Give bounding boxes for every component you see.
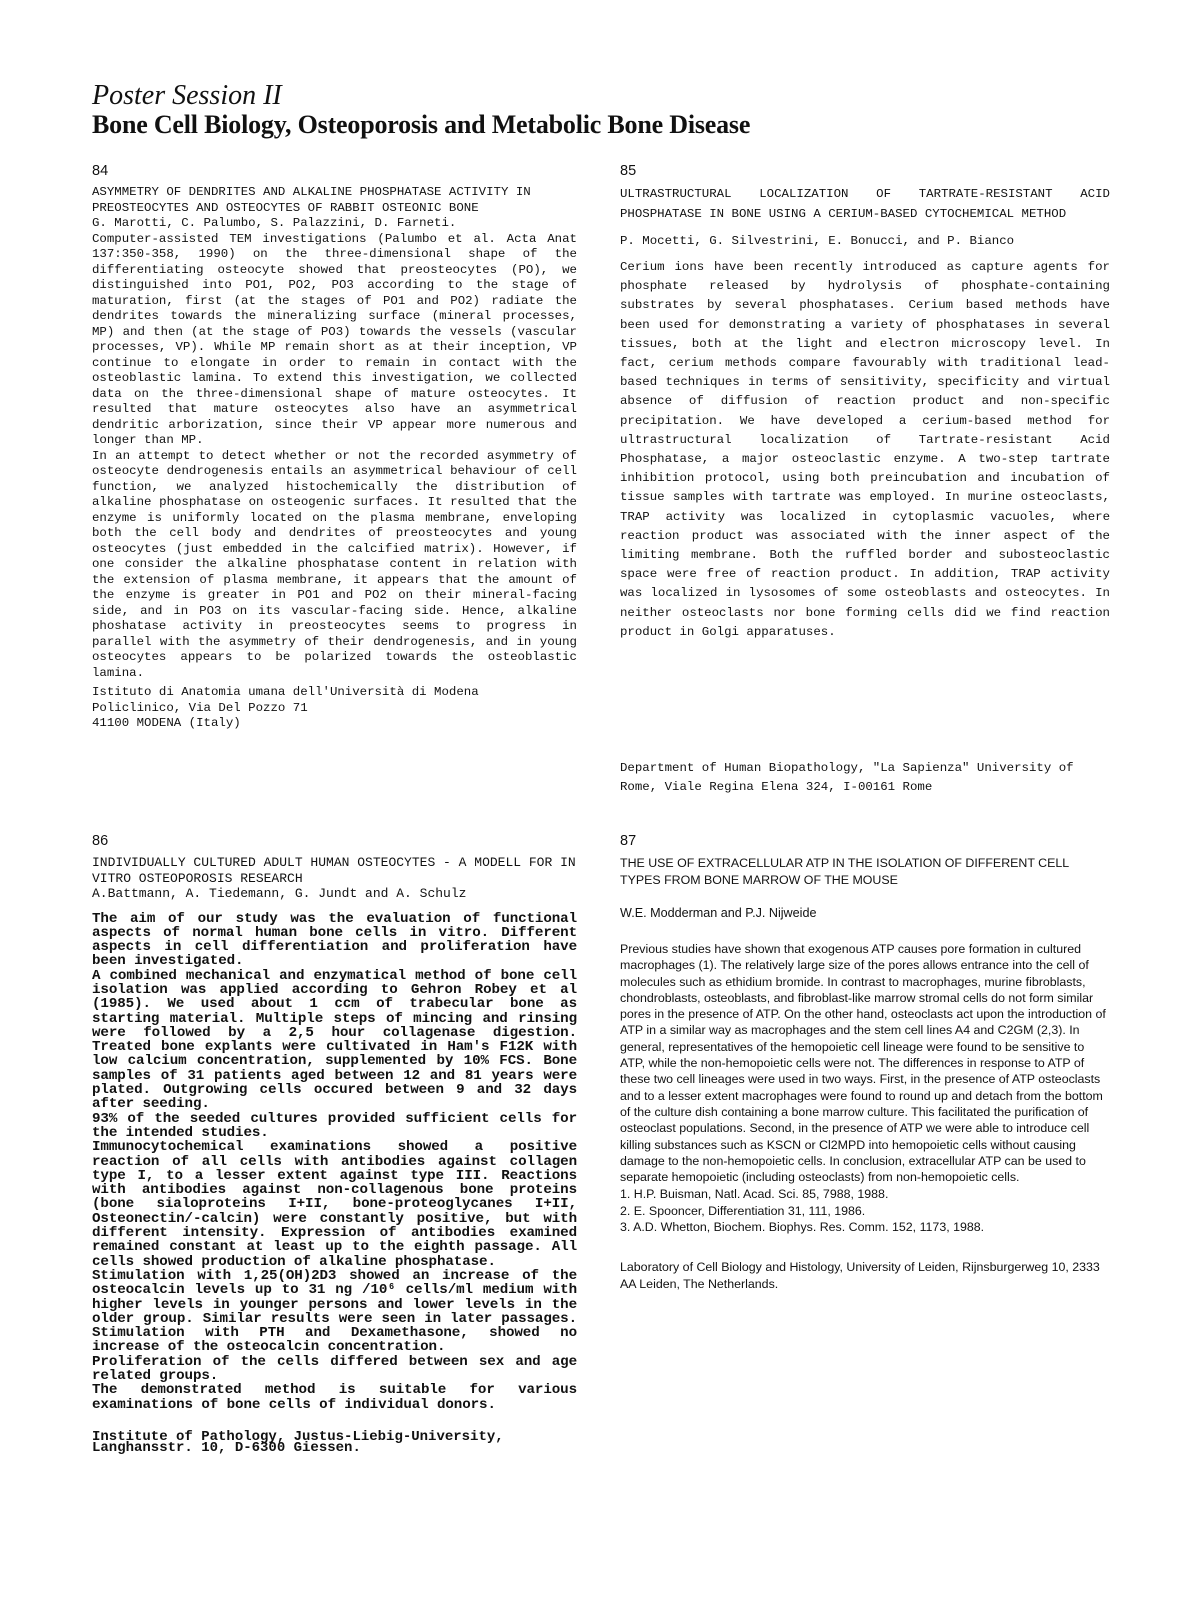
abstract-paragraph: In an attempt to detect whether or not the recorded asymmetry of osteocyte dendrogenesis entails an asymmetrical behaviour of cell function, we analyzed histochemically the distribution of alkaline phosphatase on osteogenic surfaces. It resulted that the enzyme is uniformly located on the plasma membrane, enveloping both the cell body and dendrites of preosteocytes and young osteocytes (just embedded in the calcified matrix). However, if one consider the alkaline phosphatase content in relation with the extension of plasma membrane, it appears that the amount of the enzyme is greater in PO1 and PO2 on their mineral-facing side, and in PO3 on its vascular-facing side. Hence, alkaline phoshatase activity in preosteocytes seems to progress in parallel with the asymmetry of their dendrogenesis, and in young osteocytes appears to be polarized towards the osteoblastic lamina.	[92, 448, 577, 680]
abstract-body	[620, 941, 1110, 1185]
abstract-number: 86	[92, 833, 109, 849]
abstract-paragraph: The aim of our study was the evaluation of functional aspects of normal human bone cells in vitro. Different aspects in cell differentiation and proliferation have been investigated.	[92, 910, 577, 970]
abstract-affiliation: Istituto di Anatomia umana dell'Università di Modena Policlinico, Via Del Pozzo 71 41100 MODENA (Italy)	[92, 685, 479, 730]
abstract-85	[620, 163, 1110, 794]
abstract-paragraph: Stimulation with 1,25(OH)2D3 showed an increase of the osteocalcin levels up to 31 ng /10⁶ cells/ml medium with higher levels in younger persons and lower levels in the older group. Similar results were seen in later passages. Stimulation with PTH and Dexamethasone, showed no increase of the osteocalcin concentration.	[92, 1267, 577, 1356]
abstract-affiliation: Department of Human Biopathology, "La Sapienza" University of Rome, Viale Regina Elena 324, I-00161 Rome	[620, 761, 1074, 794]
abstract-title: ASYMMETRY OF DENDRITES AND ALKALINE PHOSPHATASE ACTIVITY IN PREOSTEOCYTES AND OSTEOCYTES OF RABBIT OSTEONIC BONE	[92, 185, 531, 215]
abstract-paragraph: Computer-assisted TEM investigations (Palumbo et al. Acta Anat 137:350-358, 1990) on the three-dimensional shape of the differentiating osteocyte showed that preosteocytes (PO), we distinguished into PO1, PO2, PO3 according to the stage of maturation, first (at the stages of PO1 and PO2) radiate the dendrites towards the mineralizing surface (mineral processes, MP) and then (at the stage of PO3) towards the vessels (vascular processes, VP). While MP remain short as at their inception, VP continue to elongate in order to remain in contact with the osteoblastic lamina. To extend this investigation, we collected data on the three-dimensional shape of mature osteocytes. It resulted that mature osteocytes also have an asymmetrical dendritic arborization, since their VP appear more numerous and longer than MP.	[92, 231, 577, 447]
reference-item: 1. H.P. Buisman, Natl. Acad. Sci. 85, 7988, 1988.	[620, 1187, 889, 1202]
abstract-paragraph: Cerium ions have been recently introduced as capture agents for phosphate released by hydrolysis of phosphate-containing substrates by several phosphatases. Cerium based methods have been used for demonstrating a variety of phosphatases in several tissues, both at the light and electron microscopy level. In fact, cerium methods compare favourably with traditional lead-based techniques in terms of sensitivity, specificity and virtual absence of diffusion of reaction product and non-specific precipitation. We have developed a cerium-based method for ultrastructural localization of Tartrate-resistant Acid Phosphatase, a major osteoclastic enzyme. A two-step tartrate inhibition protocol, using both preincubation and incubation of tissue samples with tartrate was employed. In murine osteoclasts, TRAP activity was localized in cytoplasmic vacuoles, where reaction product was associated with the inner aspect of the limiting membrane. Both the ruffled border and subosteoclastic space were free of reaction product. In addition, TRAP activity was localized in lysosomes of some osteoblasts and osteocytes. In neither osteoclasts nor bone forming cells did we find reaction product in Golgi apparatuses.	[620, 260, 1110, 639]
abstract-title: INDIVIDUALLY CULTURED ADULT HUMAN OSTEOCYTES - A MODELL FOR IN VITRO OSTEOPOROSIS RESEARCH	[92, 855, 576, 886]
abstract-authors: A.Battmann, A. Tiedemann, G. Jundt and A. Schulz	[92, 886, 467, 901]
abstract-paragraph: Immunocytochemical examinations showed a positive reaction of all cells with antibodies against collagen type I, to a lesser extent against type III. Reactions with antibodies against non-collagenous bone proteins (bone sialoproteins I+II, bone-proteoglycanes I+II, Osteonectin/-calcin) were constantly positive, but with different intensity. Expression of antibodies examined remained constant at least up to the eighth passage. All cells showed production of alkaline phosphatase.	[92, 1139, 577, 1270]
abstract-number: 87	[620, 833, 637, 849]
abstract-87	[620, 833, 1110, 1292]
abstract-body	[92, 232, 577, 682]
abstract-paragraph: 93% of the seeded cultures provided sufficient cells for the intended studies.	[92, 1110, 577, 1141]
abstract-affiliation: Institute of Pathology, Justus-Liebig-University, Langhansstr. 10, D-6300 Giessen.	[92, 1428, 504, 1456]
abstract-number: 84	[92, 163, 109, 179]
reference-item: 3. A.D. Whetton, Biochem. Biophys. Res. Comm. 152, 1173, 1988.	[620, 1220, 985, 1235]
session-heading: Poster Session II	[92, 80, 282, 111]
abstract-authors: P. Mocetti, G. Silvestrini, E. Bonucci, and P. Bianco	[620, 234, 1015, 248]
abstract-paragraph: Previous studies have shown that exogenous ATP causes pore formation in cultured macrophages (1). The relatively large size of the pores allows entrance into the cell of molecules such as ethidium bromide. In contrast to macrophages, murine fibroblasts, chondroblasts, osteoblasts, and fibroblast-like marrow stromal cells do not form similar pores in the presence of ATP. On the other hand, osteoclasts act upon the introduction of ATP in a similar way as macrophages and the stem cell lines A4 and C2GM (2,3). In general, representatives of the hemopoietic cell lineage were found to be sensitive to ATP, while the non-hemopoietic cells were not. The differences in response to ATP of these two cell lineages were used in two ways. First, in the presence of ATP osteoclasts and to a lesser extent macrophages were found to round up and detach from the bottom of the culture dish containing a bone marrow culture. This facilitated the purification of osteoclast populations. Second, in the presence of ATP we were able to introduce cell killing substances such as KSCN or Cl2MPD into hemopoietic cells without causing damage to the non-hemopoietic cells. In conclusion, extracellular ATP can be used to separate hemopoietic (including osteoclasts) from non-hemopoietic cells.	[620, 942, 1106, 1185]
reference-list	[620, 1186, 1110, 1235]
abstract-number: 85	[620, 163, 637, 179]
abstract-title: ULTRASTRUCTURAL LOCALIZATION OF TARTRATE-RESISTANT ACID PHOSPHATASE IN BONE USING A CERIUM-BASED CYTOCHEMICAL METHOD	[620, 187, 1110, 221]
abstract-paragraph: A combined mechanical and enzymatical method of bone cell isolation was applied according to Gehron Robey et al (1985). We used about 1 ccm of trabecular bone as starting material. Multiple steps of mincing and rinsing were followed by a 2,5 hour collagenase digestion. Treated bone explants were cultivated in Ham's F12K with low calcium concentration, supplemented by 10% FCS. Bone samples of 31 patients aged between 12 and 81 years were plated. Outgrowing cells occured between 9 and 32 days after seeding.	[92, 967, 577, 1113]
abstract-paragraph: The demonstrated method is suitable for various examinations of bone cells of individual donors.	[92, 1382, 577, 1413]
abstract-title: THE USE OF EXTRACELLULAR ATP IN THE ISOLATION OF DIFFERENT CELL TYPES FROM BONE MARROW OF THE MOUSE	[620, 856, 1069, 887]
abstract-affiliation: Laboratory of Cell Biology and Histology, University of Leiden, Rijnsburgerweg 10, 2333 AA Leiden, The Netherlands.	[620, 1260, 1100, 1291]
abstract-86	[92, 833, 577, 1454]
abstract-paragraph: Proliferation of the cells differed between sex and age related groups.	[92, 1353, 577, 1384]
abstract-84	[92, 163, 577, 732]
page-title: Bone Cell Biology, Osteoporosis and Metabolic Bone Disease	[92, 110, 751, 139]
abstract-authors: W.E. Modderman and P.J. Nijweide	[620, 906, 817, 920]
abstract-body	[620, 258, 1110, 642]
abstract-authors: G. Marotti, C. Palumbo, S. Palazzini, D. Farneti.	[92, 216, 457, 230]
reference-item: 2. E. Spooncer, Differentiation 31, 111, 1986.	[620, 1203, 866, 1218]
abstract-body	[92, 912, 577, 1412]
